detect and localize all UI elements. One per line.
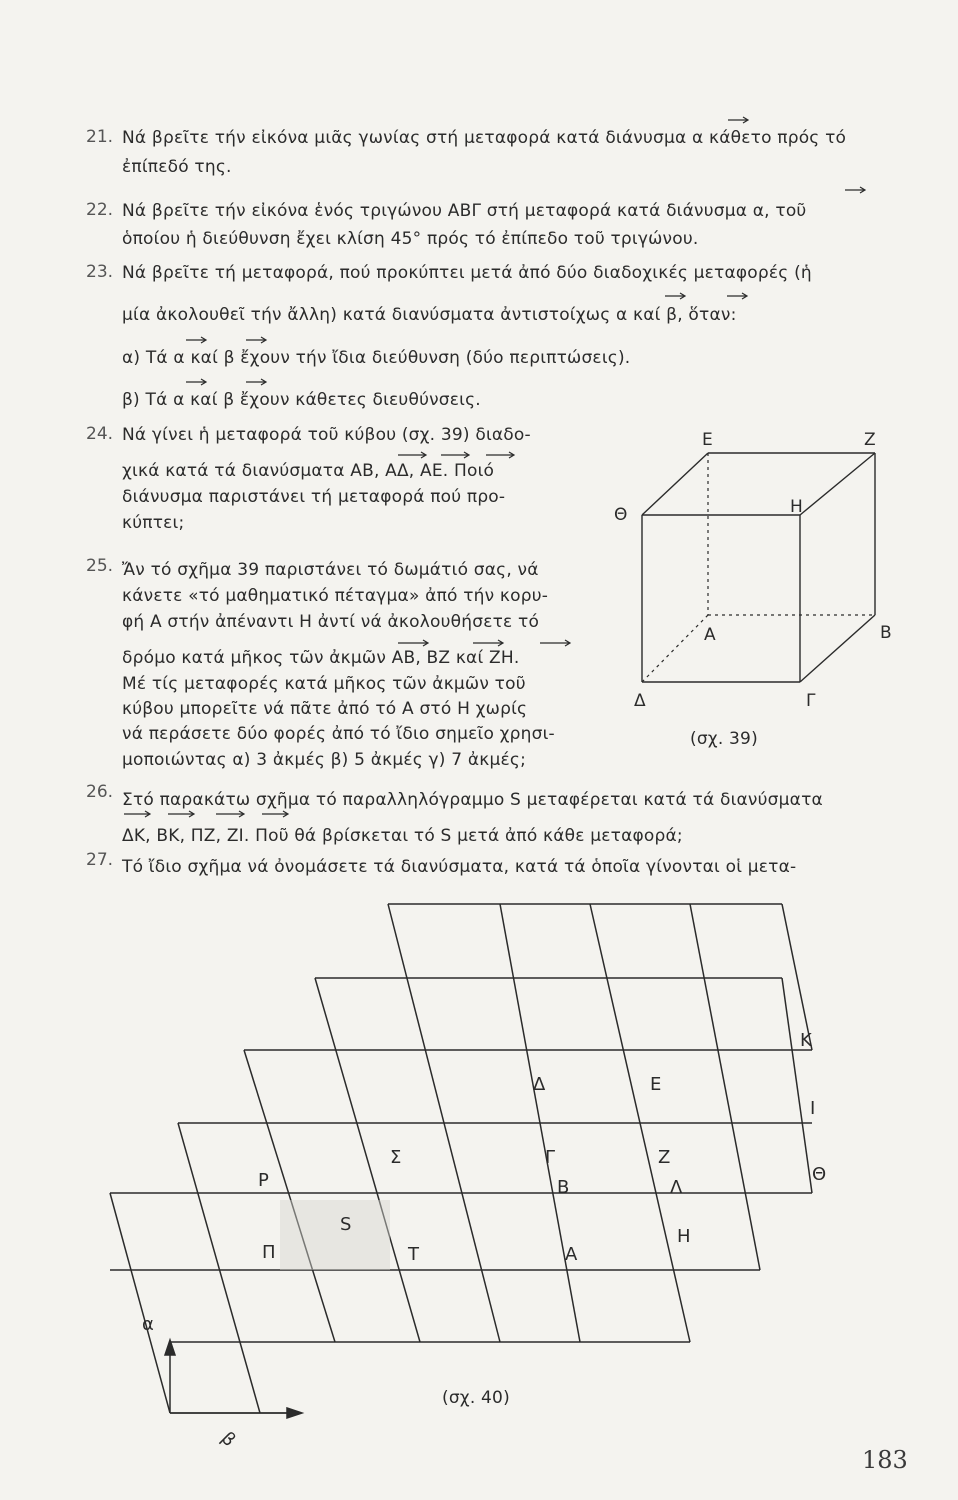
fig39-label-Th: Θ (614, 505, 628, 525)
exercise-23-line-2: μία ἀκολουθεῖ τήν ἄλλη) κατά διανύσματα ἀντιστοίχως α καί β, ὅταν: (122, 305, 737, 325)
fig40-label-beta: β (216, 1427, 240, 1451)
exercise-24-line-4: κύπτει; (122, 513, 185, 533)
exercise-25-number: 25. (86, 556, 114, 576)
exercise-23-number: 23. (86, 262, 114, 282)
shaded-parallelogram-S (280, 1200, 390, 1270)
exercise-24-number: 24. (86, 424, 114, 444)
exercise-23-line-4: β) Τά α καί β ἔχουν κάθετες διευθύνσεις. (122, 390, 481, 410)
fig39-label-Z: Ζ (864, 430, 876, 450)
fig40-label-Pi: Π (262, 1242, 276, 1263)
fig40-label-P: Ρ (258, 1170, 269, 1191)
fig40-label-A: Α (565, 1244, 578, 1265)
exercise-25-line-5: Μέ τίς μεταφορές κατά μῆκος τῶν ἀκμῶν τοῦ (122, 674, 526, 694)
figure-39-cube (614, 420, 892, 750)
fig40-label-I: Ι (810, 1098, 816, 1119)
fig39-label-B: Β (880, 623, 892, 643)
fig40-label-Sig: Σ (390, 1147, 402, 1168)
exercise-22-number: 22. (86, 200, 114, 220)
exercise-23-line-1: Νά βρεῖτε τή μεταφορά, πού προκύπτει μετά ἀπό δύο διαδοχικές μεταφορές (ἡ (122, 263, 812, 283)
fig39-label-D: Δ (634, 691, 646, 711)
figure-39-caption: (σχ. 39) (690, 729, 758, 749)
exercise-26-line-2: ΔΚ, ΒΚ, ΠΖ, ΖΙ. Ποῦ θά βρίσκεται τό S μετά ἀπό κάθε μεταφορά; (122, 826, 683, 846)
exercise-25-line-2: κάνετε «τό μαθηματικό πέταγμα» ἀπό τήν κορυ- (122, 586, 549, 606)
figure-40-caption: (σχ. 40) (442, 1388, 510, 1408)
fig39-label-E: Ε (702, 430, 713, 450)
exercise-24-line-2: χικά κατά τά διανύσματα ΑΒ, ΑΔ, ΑΕ. Ποιό (122, 461, 495, 481)
exercise-25-line-1: Ἄν τό σχῆμα 39 παριστάνει τό δωμάτιό σας, νά (122, 560, 539, 580)
fig40-label-D: Δ (533, 1074, 546, 1095)
fig40-label-S: S (340, 1214, 352, 1235)
exercise-22-line-2: ὁποίου ἡ διεύθυνση ἔχει κλίση 45° πρός τό ἐπίπεδο τοῦ τριγώνου. (122, 229, 699, 249)
fig39-label-H: Η (790, 497, 803, 517)
fig40-label-T: Τ (408, 1244, 419, 1265)
exercise-27-number: 27. (86, 850, 114, 870)
fig39-label-G: Γ (806, 691, 816, 711)
figure-40-grid (0, 880, 958, 1451)
exercise-21-line-2: ἐπίπεδό της. (122, 157, 232, 177)
exercise-25-line-3: φή Α στήν ἀπέναντι Η ἀντί νά ἀκολουθήσετε τό (122, 612, 540, 632)
vector-arrows-26 (0, 800, 958, 840)
vector-arrows-top (0, 0, 958, 420)
fig40-label-B: Β (557, 1177, 570, 1198)
exercise-22-line-1: Νά βρεῖτε τήν εἰκόνα ἑνός τριγώνου ΑΒΓ στή μεταφορά κατά διάνυσμα α, τοῦ (122, 201, 807, 221)
exercise-23-line-3: α) Τά α καί β ἔχουν τήν ἴδια διεύθυνση (δύο περιπτώσεις). (122, 348, 631, 368)
exercise-25-line-4: δρόμο κατά μῆκος τῶν ἀκμῶν ΑΒ, ΒΖ καί ΖΗ. (122, 648, 520, 668)
fig40-label-Th: Θ (812, 1164, 827, 1185)
fig39-label-A: Α (704, 625, 716, 645)
exercise-21-line-1: Νά βρεῖτε τήν εἰκόνα μιᾶς γωνίας στή μεταφορά κατά διάνυσμα α κάθετο πρός τό (122, 128, 847, 148)
page-number: 183 (862, 1446, 908, 1474)
fig40-label-alpha: α (142, 1314, 154, 1335)
fig40-label-H: Η (677, 1226, 691, 1247)
exercise-25-line-6: κύβου μπορεῖτε νά πᾶτε ἀπό τό Α στό Η χωρίς (122, 699, 528, 719)
exercise-24-line-1: Νά γίνει ἡ μεταφορά τοῦ κύβου (σχ. 39) διαδο- (122, 425, 531, 445)
exercise-25-line-8: μοποιώντας α) 3 ἀκμές β) 5 ἀκμές γ) 7 ἀκμές; (122, 750, 527, 770)
exercise-26-line-1: Στό παρακάτω σχῆμα τό παραλληλόγραμμο S μεταφέρεται κατά τά διανύσματα (122, 790, 823, 810)
fig40-label-K: Κ (800, 1030, 812, 1051)
fig40-label-G: Γ (545, 1147, 556, 1168)
fig40-label-E: Ε (650, 1074, 662, 1095)
exercise-21-number: 21. (86, 127, 114, 147)
fig40-label-L: Λ (670, 1177, 683, 1198)
exercise-25-line-7: νά περάσετε δύο φορές ἀπό τό ἴδιο σημεῖο χρησι- (122, 724, 555, 744)
exercise-26-number: 26. (86, 782, 114, 802)
exercise-27-line-1: Τό ἴδιο σχῆμα νά ὀνομάσετε τά διανύσματα, κατά τά ὁποῖα γίνονται οἱ μετα- (122, 857, 797, 877)
fig40-label-Z: Ζ (658, 1147, 671, 1168)
exercise-24-line-3: διάνυσμα παριστάνει τή μεταφορά πού προ- (122, 487, 506, 507)
